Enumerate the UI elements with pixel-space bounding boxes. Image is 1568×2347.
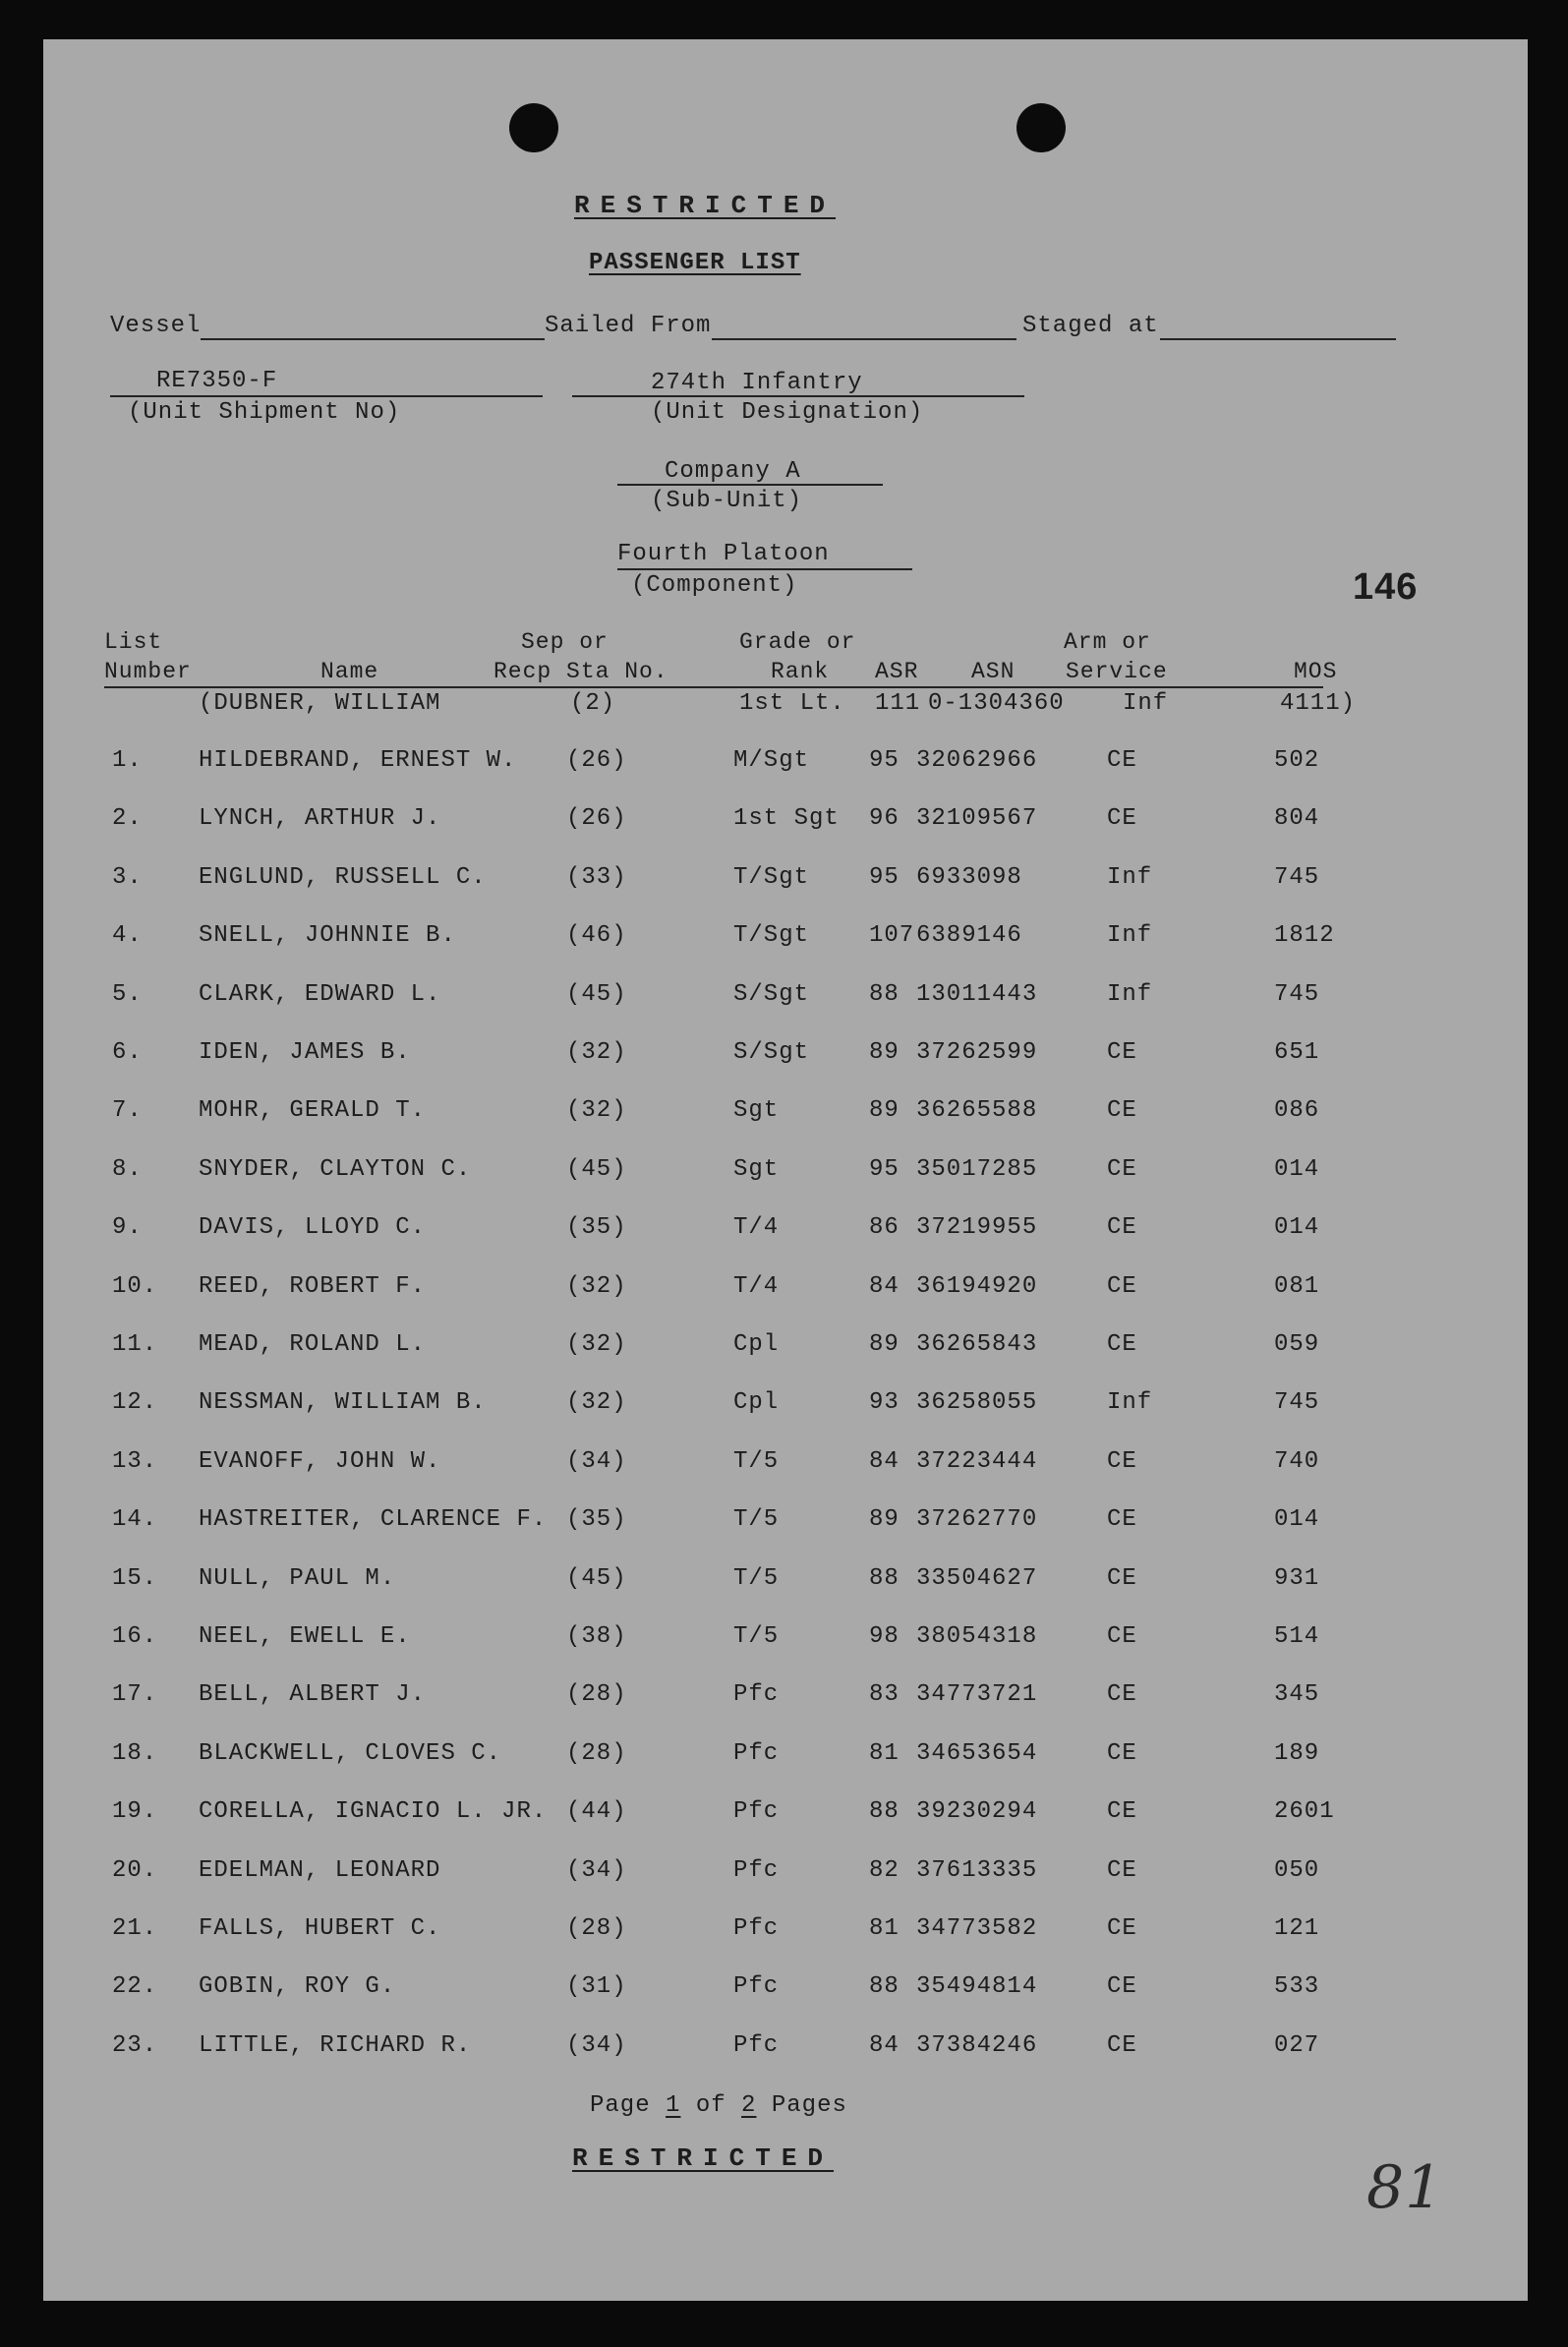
cell-rank: T/4 bbox=[733, 1273, 780, 1300]
cell-asr: 95 bbox=[869, 747, 900, 774]
cell-sta: (45) bbox=[566, 1156, 627, 1183]
cell-arm: CE bbox=[1107, 1039, 1137, 1066]
officer-rank: 1st Lt. bbox=[739, 690, 845, 717]
cell-rank: Pfc bbox=[733, 1798, 780, 1825]
cell-asn: 6933098 bbox=[916, 864, 1022, 891]
cell-asn: 33504627 bbox=[916, 1565, 1038, 1592]
cell-asn: 6389146 bbox=[916, 922, 1022, 949]
cell-asr: 95 bbox=[869, 1156, 900, 1183]
table-row bbox=[43, 1273, 1528, 1305]
punch-hole bbox=[1016, 103, 1066, 152]
cell-arm: CE bbox=[1107, 1506, 1137, 1533]
cell-sta: (28) bbox=[566, 1740, 627, 1767]
cell-arm: CE bbox=[1107, 1214, 1137, 1241]
cell-asn: 36258055 bbox=[916, 1389, 1038, 1416]
cell-num: 22. bbox=[112, 1973, 158, 2000]
cell-mos: 345 bbox=[1274, 1681, 1320, 1708]
cell-sta: (34) bbox=[566, 1448, 627, 1475]
cell-asr: 84 bbox=[869, 1448, 900, 1475]
cell-num: 3. bbox=[112, 864, 143, 891]
cell-asn: 37223444 bbox=[916, 1448, 1038, 1475]
sub-unit: Company A bbox=[665, 458, 801, 485]
cell-num: 7. bbox=[112, 1097, 143, 1124]
header-rank: Rank bbox=[771, 659, 830, 684]
cell-rank: Pfc bbox=[733, 1681, 780, 1708]
cell-asn: 37219955 bbox=[916, 1214, 1038, 1241]
table-row bbox=[43, 1681, 1528, 1713]
cell-num: 17. bbox=[112, 1681, 158, 1708]
cell-num: 9. bbox=[112, 1214, 143, 1241]
cell-arm: CE bbox=[1107, 1331, 1137, 1358]
cell-rank: Pfc bbox=[733, 1857, 780, 1884]
cell-num: 23. bbox=[112, 2032, 158, 2059]
sailed-from-label: Sailed From bbox=[545, 313, 712, 339]
table-row bbox=[43, 2032, 1528, 2064]
table-row bbox=[43, 1565, 1528, 1597]
cell-rank: T/Sgt bbox=[733, 922, 810, 949]
cell-name: IDEN, JAMES B. bbox=[199, 1039, 411, 1066]
classification-top: RESTRICTED bbox=[574, 191, 837, 220]
cell-num: 14. bbox=[112, 1506, 158, 1533]
cell-sta: (31) bbox=[566, 1973, 627, 2000]
cell-mos: 086 bbox=[1274, 1097, 1320, 1124]
cell-asn: 38054318 bbox=[916, 1623, 1038, 1650]
cell-sta: (32) bbox=[566, 1331, 627, 1358]
cell-arm: CE bbox=[1107, 1623, 1137, 1650]
cell-mos: 121 bbox=[1274, 1915, 1320, 1942]
cell-rank: T/5 bbox=[733, 1565, 780, 1592]
table-row bbox=[43, 1214, 1528, 1246]
header-sep-or: Sep or bbox=[521, 629, 609, 655]
cell-mos: 651 bbox=[1274, 1039, 1320, 1066]
cell-num: 1. bbox=[112, 747, 143, 774]
cell-asn: 37613335 bbox=[916, 1857, 1038, 1884]
component-label: (Component) bbox=[631, 572, 798, 599]
punch-hole bbox=[509, 103, 558, 152]
table-row bbox=[43, 1915, 1528, 1947]
cell-mos: 502 bbox=[1274, 747, 1320, 774]
cell-mos: 533 bbox=[1274, 1973, 1320, 2000]
cell-name: NULL, PAUL M. bbox=[199, 1565, 396, 1592]
cell-num: 11. bbox=[112, 1331, 158, 1358]
table-row bbox=[43, 1039, 1528, 1071]
page-of: of bbox=[695, 2092, 726, 2119]
table-row bbox=[43, 1798, 1528, 1830]
cell-arm: Inf bbox=[1107, 922, 1153, 949]
cell-sta: (32) bbox=[566, 1039, 627, 1066]
cell-asn: 32109567 bbox=[916, 805, 1038, 832]
header-number: Number bbox=[104, 659, 192, 684]
header-asr: ASR bbox=[875, 659, 919, 684]
cell-mos: 804 bbox=[1274, 805, 1320, 832]
cell-name: LYNCH, ARTHUR J. bbox=[199, 805, 441, 832]
cell-asn: 34773721 bbox=[916, 1681, 1038, 1708]
cell-asn: 36265843 bbox=[916, 1331, 1038, 1358]
cell-asr: 98 bbox=[869, 1623, 900, 1650]
cell-rank: Pfc bbox=[733, 2032, 780, 2059]
cell-name: FALLS, HUBERT C. bbox=[199, 1915, 441, 1942]
officer-sta: (2) bbox=[570, 690, 616, 717]
cell-sta: (45) bbox=[566, 1565, 627, 1592]
staged-at-label: Staged at bbox=[1022, 313, 1159, 339]
table-row bbox=[43, 1857, 1528, 1889]
table-row bbox=[43, 1973, 1528, 2005]
cell-arm: CE bbox=[1107, 747, 1137, 774]
cell-num: 10. bbox=[112, 1273, 158, 1300]
header-arm-or: Arm or bbox=[1064, 629, 1151, 655]
cell-name: CORELLA, IGNACIO L. JR. bbox=[199, 1798, 548, 1825]
cell-num: 2. bbox=[112, 805, 143, 832]
cell-asn: 32062966 bbox=[916, 747, 1038, 774]
cell-name: EDELMAN, LEONARD bbox=[199, 1857, 441, 1884]
cell-arm: CE bbox=[1107, 805, 1137, 832]
cell-asr: 88 bbox=[869, 1973, 900, 2000]
cell-mos: 027 bbox=[1274, 2032, 1320, 2059]
cell-asr: 88 bbox=[869, 1565, 900, 1592]
cell-num: 18. bbox=[112, 1740, 158, 1767]
cell-num: 12. bbox=[112, 1389, 158, 1416]
vessel-blank bbox=[201, 338, 545, 340]
cell-name: DAVIS, LLOYD C. bbox=[199, 1214, 427, 1241]
cell-sta: (35) bbox=[566, 1214, 627, 1241]
cell-asr: 107 bbox=[869, 922, 915, 949]
cell-name: MOHR, GERALD T. bbox=[199, 1097, 427, 1124]
cell-sta: (44) bbox=[566, 1798, 627, 1825]
cell-asn: 37262599 bbox=[916, 1039, 1038, 1066]
unit-designation-line bbox=[572, 395, 1024, 397]
officer-asr: 111 bbox=[875, 690, 921, 717]
table-row bbox=[43, 1740, 1528, 1772]
cell-name: NESSMAN, WILLIAM B. bbox=[199, 1389, 487, 1416]
officer-asn: 0-1304360 bbox=[928, 690, 1065, 717]
cell-mos: 189 bbox=[1274, 1740, 1320, 1767]
cell-asr: 95 bbox=[869, 864, 900, 891]
cell-mos: 514 bbox=[1274, 1623, 1320, 1650]
cell-asr: 93 bbox=[869, 1389, 900, 1416]
cell-rank: S/Sgt bbox=[733, 981, 810, 1008]
cell-sta: (26) bbox=[566, 805, 627, 832]
cell-sta: (32) bbox=[566, 1097, 627, 1124]
header-service: Service bbox=[1066, 659, 1168, 684]
cell-asr: 88 bbox=[869, 1798, 900, 1825]
cell-name: NEEL, EWELL E. bbox=[199, 1623, 411, 1650]
cell-rank: T/4 bbox=[733, 1214, 780, 1241]
component-line bbox=[617, 568, 912, 570]
header-asn: ASN bbox=[971, 659, 1016, 684]
cell-arm: CE bbox=[1107, 1565, 1137, 1592]
cell-num: 15. bbox=[112, 1565, 158, 1592]
classification-bottom: RESTRICTED bbox=[572, 2143, 835, 2173]
header-grade-or: Grade or bbox=[739, 629, 856, 655]
table-row bbox=[43, 1448, 1528, 1480]
cell-asn: 37262770 bbox=[916, 1506, 1038, 1533]
cell-num: 20. bbox=[112, 1857, 158, 1884]
cell-sta: (38) bbox=[566, 1623, 627, 1650]
header-list: List bbox=[104, 629, 163, 655]
cell-asr: 81 bbox=[869, 1915, 900, 1942]
cell-rank: Sgt bbox=[733, 1156, 780, 1183]
cell-sta: (34) bbox=[566, 1857, 627, 1884]
cell-rank: Pfc bbox=[733, 1915, 780, 1942]
cell-mos: 014 bbox=[1274, 1156, 1320, 1183]
cell-asn: 36194920 bbox=[916, 1273, 1038, 1300]
cell-asr: 89 bbox=[869, 1331, 900, 1358]
officer-mos: 4111) bbox=[1280, 690, 1357, 717]
cell-sta: (32) bbox=[566, 1389, 627, 1416]
cell-mos: 014 bbox=[1274, 1214, 1320, 1241]
cell-name: HILDEBRAND, ERNEST W. bbox=[199, 747, 517, 774]
officer-name: (DUBNER, WILLIAM bbox=[199, 690, 441, 717]
cell-arm: CE bbox=[1107, 1740, 1137, 1767]
cell-num: 19. bbox=[112, 1798, 158, 1825]
cell-mos: 931 bbox=[1274, 1565, 1320, 1592]
cell-asr: 83 bbox=[869, 1681, 900, 1708]
cell-rank: T/5 bbox=[733, 1623, 780, 1650]
cell-asn: 34773582 bbox=[916, 1915, 1038, 1942]
cell-arm: CE bbox=[1107, 1973, 1137, 2000]
cell-sta: (28) bbox=[566, 1915, 627, 1942]
page-indicator bbox=[590, 2092, 847, 2119]
table-row bbox=[43, 1389, 1528, 1421]
cell-asr: 88 bbox=[869, 981, 900, 1008]
cell-arm: CE bbox=[1107, 1915, 1137, 1942]
cell-mos: 059 bbox=[1274, 1331, 1320, 1358]
cell-sta: (28) bbox=[566, 1681, 627, 1708]
table-row bbox=[43, 1097, 1528, 1129]
cell-name: BELL, ALBERT J. bbox=[199, 1681, 427, 1708]
officer-arm: Inf bbox=[1123, 690, 1169, 717]
cell-asr: 86 bbox=[869, 1214, 900, 1241]
cell-mos: 745 bbox=[1274, 864, 1320, 891]
handwritten-note: 81 bbox=[1366, 2153, 1444, 2222]
cell-name: HASTREITER, CLARENCE F. bbox=[199, 1506, 548, 1533]
cell-mos: 081 bbox=[1274, 1273, 1320, 1300]
cell-arm: CE bbox=[1107, 1097, 1137, 1124]
cell-asr: 81 bbox=[869, 1740, 900, 1767]
cell-num: 6. bbox=[112, 1039, 143, 1066]
cell-asn: 13011443 bbox=[916, 981, 1038, 1008]
cell-rank: Pfc bbox=[733, 1973, 780, 2000]
table-row bbox=[43, 1623, 1528, 1655]
document-page bbox=[43, 39, 1528, 2301]
table-row bbox=[43, 1331, 1528, 1363]
page-current: 1 bbox=[666, 2092, 681, 2119]
document-title: PASSENGER LIST bbox=[589, 250, 801, 276]
cell-sta: (33) bbox=[566, 864, 627, 891]
cell-mos: 745 bbox=[1274, 981, 1320, 1008]
cell-rank: M/Sgt bbox=[733, 747, 810, 774]
unit-shipment-line bbox=[110, 395, 543, 397]
cell-mos: 050 bbox=[1274, 1857, 1320, 1884]
cell-asr: 89 bbox=[869, 1097, 900, 1124]
unit-designation-label: (Unit Designation) bbox=[651, 399, 924, 426]
cell-sta: (26) bbox=[566, 747, 627, 774]
cell-asr: 82 bbox=[869, 1857, 900, 1884]
page-stamp-number: 146 bbox=[1353, 566, 1419, 608]
component: Fourth Platoon bbox=[617, 541, 830, 567]
cell-asn: 35494814 bbox=[916, 1973, 1038, 2000]
cell-arm: CE bbox=[1107, 2032, 1137, 2059]
header-rule bbox=[104, 686, 1323, 688]
cell-arm: CE bbox=[1107, 1798, 1137, 1825]
cell-name: ENGLUND, RUSSELL C. bbox=[199, 864, 487, 891]
cell-asn: 34653654 bbox=[916, 1740, 1038, 1767]
page-prefix: Page bbox=[590, 2092, 651, 2119]
cell-sta: (35) bbox=[566, 1506, 627, 1533]
cell-asn: 39230294 bbox=[916, 1798, 1038, 1825]
cell-mos: 2601 bbox=[1274, 1798, 1335, 1825]
cell-asn: 37384246 bbox=[916, 2032, 1038, 2059]
cell-arm: Inf bbox=[1107, 981, 1153, 1008]
vessel-label: Vessel bbox=[110, 313, 202, 339]
table-row bbox=[43, 747, 1528, 779]
cell-rank: S/Sgt bbox=[733, 1039, 810, 1066]
table-row bbox=[43, 981, 1528, 1013]
table-row bbox=[43, 1156, 1528, 1188]
cell-mos: 740 bbox=[1274, 1448, 1320, 1475]
cell-rank: T/Sgt bbox=[733, 864, 810, 891]
cell-arm: CE bbox=[1107, 1156, 1137, 1183]
cell-num: 21. bbox=[112, 1915, 158, 1942]
table-row bbox=[43, 864, 1528, 896]
cell-asn: 35017285 bbox=[916, 1156, 1038, 1183]
cell-num: 4. bbox=[112, 922, 143, 949]
page-suffix: Pages bbox=[771, 2092, 847, 2119]
table-row bbox=[43, 1506, 1528, 1538]
cell-rank: Sgt bbox=[733, 1097, 780, 1124]
cell-arm: Inf bbox=[1107, 864, 1153, 891]
cell-name: GOBIN, ROY G. bbox=[199, 1973, 396, 2000]
cell-num: 16. bbox=[112, 1623, 158, 1650]
cell-asn: 36265588 bbox=[916, 1097, 1038, 1124]
unit-designation: 274th Infantry bbox=[651, 370, 863, 396]
header-recp-sta: Recp Sta No. bbox=[494, 659, 668, 684]
cell-rank: T/5 bbox=[733, 1448, 780, 1475]
page-total: 2 bbox=[741, 2092, 757, 2119]
cell-rank: Cpl bbox=[733, 1389, 780, 1416]
cell-num: 8. bbox=[112, 1156, 143, 1183]
unit-shipment-label: (Unit Shipment No) bbox=[128, 399, 401, 426]
sub-unit-line bbox=[617, 484, 883, 486]
sailed-from-blank bbox=[712, 338, 1016, 340]
officer-row bbox=[43, 690, 1528, 722]
cell-name: BLACKWELL, CLOVES C. bbox=[199, 1740, 502, 1767]
cell-name: MEAD, ROLAND L. bbox=[199, 1331, 427, 1358]
header-name: Name bbox=[320, 659, 379, 684]
cell-mos: 1812 bbox=[1274, 922, 1335, 949]
cell-sta: (45) bbox=[566, 981, 627, 1008]
cell-name: SNELL, JOHNNIE B. bbox=[199, 922, 456, 949]
table-row bbox=[43, 805, 1528, 837]
cell-name: LITTLE, RICHARD R. bbox=[199, 2032, 472, 2059]
cell-asr: 89 bbox=[869, 1039, 900, 1066]
cell-asr: 84 bbox=[869, 1273, 900, 1300]
cell-sta: (46) bbox=[566, 922, 627, 949]
cell-name: REED, ROBERT F. bbox=[199, 1273, 427, 1300]
cell-mos: 014 bbox=[1274, 1506, 1320, 1533]
cell-rank: Pfc bbox=[733, 1740, 780, 1767]
header-mos: MOS bbox=[1294, 659, 1338, 684]
cell-num: 5. bbox=[112, 981, 143, 1008]
cell-arm: CE bbox=[1107, 1448, 1137, 1475]
cell-name: EVANOFF, JOHN W. bbox=[199, 1448, 441, 1475]
table-row bbox=[43, 922, 1528, 954]
unit-shipment-no: RE7350-F bbox=[156, 368, 278, 394]
sub-unit-label: (Sub-Unit) bbox=[651, 488, 803, 514]
staged-at-blank bbox=[1160, 338, 1396, 340]
cell-name: SNYDER, CLAYTON C. bbox=[199, 1156, 472, 1183]
cell-sta: (32) bbox=[566, 1273, 627, 1300]
cell-sta: (34) bbox=[566, 2032, 627, 2059]
cell-asr: 89 bbox=[869, 1506, 900, 1533]
cell-rank: 1st Sgt bbox=[733, 805, 840, 832]
cell-rank: T/5 bbox=[733, 1506, 780, 1533]
cell-name: CLARK, EDWARD L. bbox=[199, 981, 441, 1008]
cell-arm: CE bbox=[1107, 1273, 1137, 1300]
cell-asr: 96 bbox=[869, 805, 900, 832]
cell-asr: 84 bbox=[869, 2032, 900, 2059]
cell-arm: CE bbox=[1107, 1857, 1137, 1884]
cell-rank: Cpl bbox=[733, 1331, 780, 1358]
cell-num: 13. bbox=[112, 1448, 158, 1475]
cell-mos: 745 bbox=[1274, 1389, 1320, 1416]
cell-arm: CE bbox=[1107, 1681, 1137, 1708]
cell-arm: Inf bbox=[1107, 1389, 1153, 1416]
